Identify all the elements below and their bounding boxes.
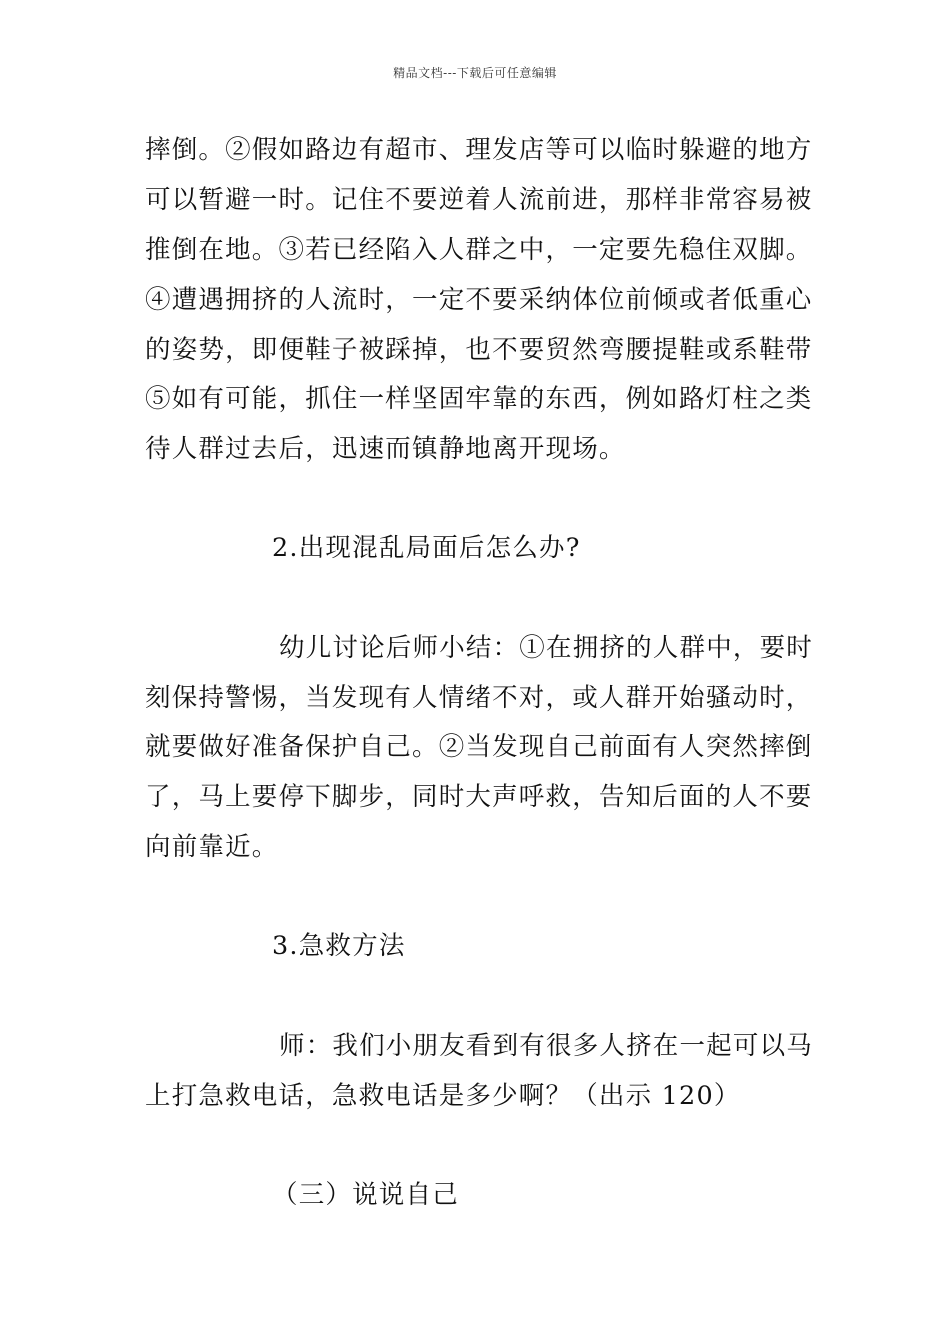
section-heading: （三）说说自己 [272,1180,459,1210]
text-line: 可以暂避一时。记住不要逆着人流前进，那样非常容易被 [145,185,813,215]
text-line: ④遭遇拥挤的人流时，一定不要采纳体位前倾或者低重心 [145,285,813,315]
text-line: 幼儿讨论后师小结：①在拥挤的人群中，要时 [279,633,814,663]
text-line: 刻保持警惕，当发现有人情绪不对，或人群开始骚动时， [145,683,813,713]
text-line: 了，马上要停下脚步，同时大声呼救，告知后面的人不要 [145,782,813,812]
text-line: 待人群过去后，迅速而镇静地离开现场。 [145,434,626,464]
text-line: 摔倒。②假如路边有超市、理发店等可以临时躲避的地方 [145,135,813,165]
page-header: 精品文档---下载后可任意编辑 [393,66,557,80]
section-heading: 3.急救方法 [272,931,406,961]
text-line: 上打急救电话，急救电话是多少啊？（出示 120） [145,1081,741,1111]
text-line: 就要做好准备保护自己。②当发现自己前面有人突然摔倒 [145,732,813,762]
text-line: 推倒在地。③若已经陷入人群之中，一定要先稳住双脚。 [145,235,813,265]
section-heading: 2.出现混乱局面后怎么办? [272,533,581,563]
text-line: 的姿势，即便鞋子被踩掉，也不要贸然弯腰提鞋或系鞋带 [145,335,813,365]
text-line: 师：我们小朋友看到有很多人挤在一起可以马 [279,1031,814,1061]
text-line: 向前靠近。 [145,832,279,862]
text-line: ⑤如有可能，抓住一样坚固牢靠的东西，例如路灯柱之类 [145,384,813,414]
